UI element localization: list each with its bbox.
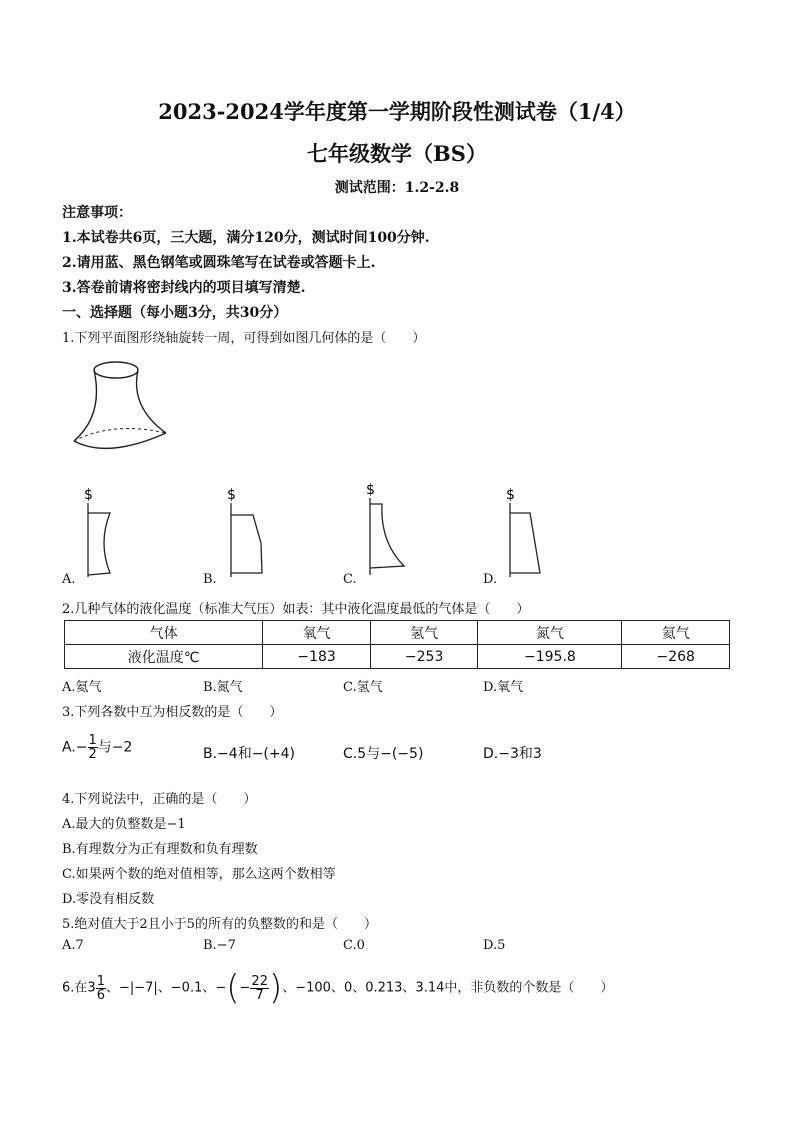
solid-figure <box>68 355 188 460</box>
table-cell: 液化温度℃ <box>65 645 263 669</box>
table-header-cell: 氮气 <box>478 621 622 645</box>
fraction-denominator: 6 <box>96 987 105 1003</box>
q5-option-b[interactable]: B.−7 <box>203 938 236 953</box>
fraction <box>250 975 269 1002</box>
q1-option-b[interactable]: B. <box>203 572 217 587</box>
question-1-stem: 1.下列平面图形绕轴旋转一周，可得到如图几何体的是（ ） <box>62 331 426 346</box>
q3-option-a-minus: − <box>75 739 88 756</box>
option-b-shape <box>225 485 270 580</box>
q3-option-c[interactable]: C.5与−(−5) <box>343 746 424 762</box>
q3-option-a[interactable] <box>62 734 132 761</box>
table-header-cell: 氢气 <box>370 621 478 645</box>
q6-inner-minus: − <box>239 980 251 996</box>
q5-option-a[interactable]: A.7 <box>62 938 84 953</box>
fraction-denominator: 7 <box>255 987 264 1003</box>
q4-option-c[interactable]: C.如果两个数的绝对值相等，那么这两个数相等 <box>62 867 336 882</box>
right-paren: ) <box>268 968 283 1008</box>
table-header-cell: 氧气 <box>263 621 371 645</box>
q3-option-d[interactable]: D.−3和3 <box>483 746 542 762</box>
svg-text:$: $ <box>506 487 515 503</box>
q6-part2: 、−|−7|、−0.1、− <box>105 980 227 996</box>
q1-option-a[interactable]: A. <box>62 572 76 587</box>
question-3-stem: 3.下列各数中互为相反数的是（ ） <box>62 705 283 720</box>
paper-subtitle: 七年级数学（BS） <box>307 141 487 166</box>
table-cell: −183 <box>263 645 371 669</box>
q6-part3: 、−100、0、0.213、3.14中，非负数的个数是（ ） <box>282 980 614 996</box>
fraction-denominator: 2 <box>88 747 97 762</box>
q5-option-d[interactable]: D.5 <box>483 938 506 953</box>
question-6-stem <box>62 968 613 1008</box>
fraction-numerator: 1 <box>96 973 105 989</box>
table-cell: −268 <box>622 645 730 669</box>
option-d-shape <box>504 485 549 580</box>
question-4-stem: 4.下列说法中，正确的是（ ） <box>62 792 257 807</box>
section-heading: 一、选择题（每小题3分，共30分） <box>62 305 288 321</box>
q2-option-c[interactable]: C.氢气 <box>343 680 383 695</box>
gas-table <box>64 620 730 669</box>
q5-option-c[interactable]: C.0 <box>343 938 365 953</box>
q4-option-d[interactable]: D.零没有相反数 <box>62 892 155 907</box>
table-row <box>65 645 730 669</box>
table-cell: −253 <box>370 645 478 669</box>
fraction-numerator: 22 <box>251 973 268 989</box>
fraction <box>88 734 98 761</box>
q3-option-a-prefix: A. <box>62 739 76 756</box>
note-item-2: 2.请用蓝、黑色钢笔或圆珠笔写在试卷或答题卡上. <box>62 255 376 271</box>
svg-text:$: $ <box>84 487 93 503</box>
left-paren: ( <box>226 968 240 1008</box>
paper-title: 2023-2024学年度第一学期阶段性测试卷（1/4） <box>158 99 636 124</box>
svg-text:$: $ <box>227 487 236 503</box>
table-header-cell: 气体 <box>65 621 263 645</box>
q1-option-c[interactable]: C. <box>343 572 357 587</box>
note-item-3: 3.答卷前请将密封线内的项目填写清楚. <box>62 280 306 296</box>
q1-option-d[interactable]: D. <box>483 572 498 587</box>
q3-option-a-suffix: 与−2 <box>97 739 133 756</box>
test-scope: 测试范围：1.2-2.8 <box>334 180 460 196</box>
fraction-numerator: 1 <box>88 733 97 748</box>
table-cell: −195.8 <box>478 645 622 669</box>
svg-text:$: $ <box>366 482 375 498</box>
question-2-stem: 2.几种气体的液化温度（标准大气压）如表：其中液化温度最低的气体是（ ） <box>62 602 530 617</box>
fraction <box>96 975 106 1002</box>
option-a-shape <box>82 485 122 580</box>
q2-option-b[interactable]: B.氮气 <box>203 680 243 695</box>
q2-option-d[interactable]: D.氧气 <box>483 680 524 695</box>
q3-option-b[interactable]: B.−4和−(+4) <box>203 746 295 762</box>
table-header-cell: 氦气 <box>622 621 730 645</box>
table-row <box>65 621 730 645</box>
q4-option-a[interactable]: A.最大的负整数是−1 <box>62 817 186 832</box>
question-5-stem: 5.绝对值大于2且小于5的所有的负整数的和是（ ） <box>62 917 377 932</box>
notes-heading: 注意事项： <box>62 205 132 221</box>
q6-prefix: 6.在3 <box>62 980 96 996</box>
option-c-shape <box>364 480 409 580</box>
q4-option-b[interactable]: B.有理数分为正有理数和负有理数 <box>62 842 258 857</box>
note-item-1: 1.本试卷共6页，三大题，满分120分，测试时间100分钟. <box>62 230 430 246</box>
q2-option-a[interactable]: A.氦气 <box>62 680 102 695</box>
